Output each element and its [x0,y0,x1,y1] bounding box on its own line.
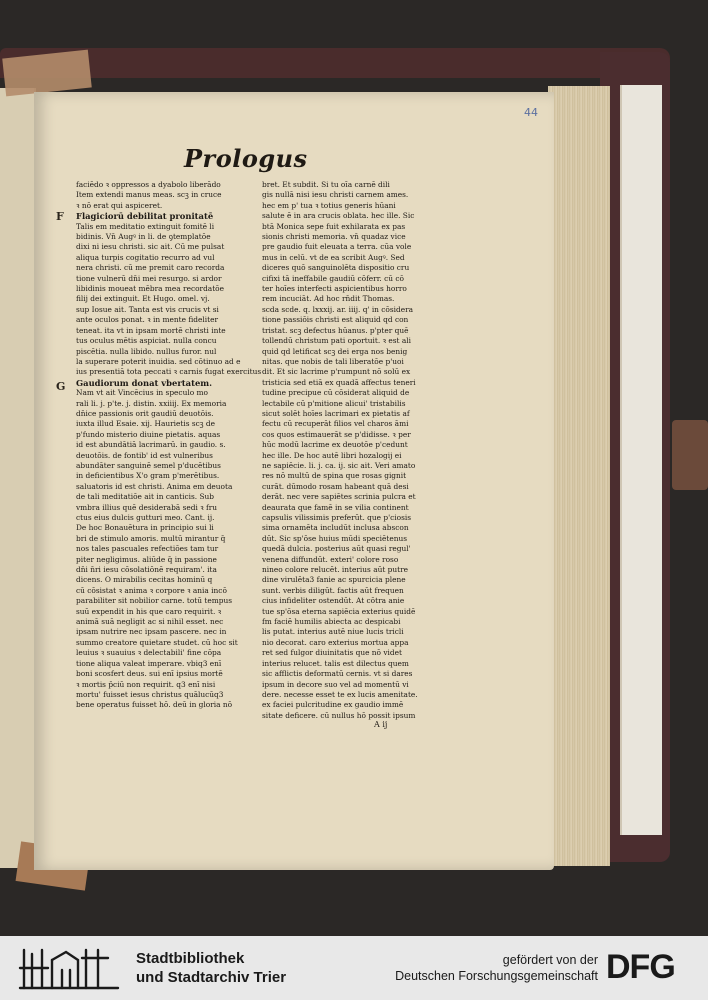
funding-line2: Deutschen Forschungsgemeinschaft [395,969,598,983]
text-line: bene operatus fuisset hō. deū in gloria nō [76,700,233,710]
text-line: dn̄i n̄ri iesu cōsolatiōnē requiram'. ita [76,565,217,575]
text-line: dn̄ice passionis orit gaudiū deuotōis. [76,408,214,418]
text-line: fectu cū recuperāt filios vel charos āmi [262,419,409,429]
text-line: Item extendi manus meas. scꝫ in cruce [76,190,222,200]
text-line: ante oculos ponat. ꝛ in mente fideliter [76,315,218,325]
text-line: leuius ꝛ suauius ꝛ delectabili' fine cōpa [76,648,222,658]
text-line: derāt. nec vere sapiētes scrinia pulcra et [262,492,416,502]
text-line: quid qd letificat scꝫ dei erga nos benig [262,346,408,356]
text-line: mus in celū. vt de ea scribit Augꝰ. Sed [262,252,405,262]
text-line: iuxta illud Esaie. xij. Haurietis scꝫ de [76,419,216,429]
text-line: gis nullā nisi iesu christi carnem ames. [262,190,409,200]
text-line: in deficientibus X'o gram p'merētibus. [76,471,220,481]
text-line: sunt. verbis diligūt. factis aūt frequen [262,585,404,595]
text-line: boni scosfert deus. sui enī ipsius mortē [76,669,223,679]
text-line: sitate deficere. cū nullus hō possit ipsum [262,710,416,720]
text-column-right [262,180,462,721]
text-line: nio decorat. caro exterius mortua appa [262,637,409,647]
text-line: vmbra illius quē desiderabā sedi ꝛ fru [76,502,218,512]
text-line: abundāter sanguinē semel p'ducētibus [76,460,221,470]
text-line: pre gaudio fuit eleuata a terra. cūa vole [262,242,412,252]
text-line: nineo colore relucēt. interius aūt putre [262,565,409,575]
footer-bar [0,936,708,1000]
paper-tape-top [2,50,92,97]
text-line: cos quos estimauerāt se p'didisse. ꝛ per [262,429,411,439]
text-line: de tali meditatiōe ait in canticis. Sub [76,492,215,502]
text-line: bri de stimulo amoris. multū mirantur q̄ [76,533,226,543]
text-line: animā suā negligit ac si nihil esset. nec [76,617,224,627]
text-line: sionis christi memoria. vn̄ quadaz vice [262,232,406,242]
text-line: tudine precipue cū cōsiderat aliquid de [262,388,410,398]
text-line: dicens. O mirabilis cecitas hominū q [76,575,213,585]
page-edges [548,86,610,866]
text-line: hec em p' tua ꝛ totius generis hūani [262,200,396,210]
text-line: tristat. scꝫ defectus hūanus. p'pter quē [262,325,409,335]
text-line: scda scde. q. lxxxij. ar. iiij. q' in cōsidera [262,304,414,314]
library-logo-icon [18,944,122,992]
text-line: curāt. dūmodo rosam habeant quā desi [262,481,409,491]
text-line: tristicia sed etiā ex quadā affectus teneri [262,377,416,387]
library-name-line1: Stadtbibliothek [136,950,245,967]
text-line: dūt. Sic sp'ōse huius mūdi speciētenus [262,533,408,543]
text-line: lectabile cū p'mitione alicui' tristabilis [262,398,406,408]
text-line: Nam vt ait Vincēcius in speculo mo [76,388,208,398]
text-line: hūc modū lacrime ex deuotōe p'cedunt [262,440,408,450]
text-line: dere. necesse esset te ex lucis amenitate. [262,689,418,699]
text-line: id est abundātiā lacrimarū. in gaudio. s. [76,440,226,450]
text-line: p'fundo misterio diuine pietatis. aquas [76,429,221,439]
text-line: lis putat. interius autē niue lucis tricli [262,627,404,637]
text-line: la superare poterit inuidia. sed cōtinuo ad e [76,356,241,366]
text-line: interius relucet. talis est dilectus quem [262,658,409,668]
text-line: nera christi. cū me premit caro recorda [76,263,225,273]
signature-mark: A ij [374,720,388,729]
text-line: tue sp'ōsa eterna sapiēcia exterius quidē [262,606,416,616]
text-line: ius presentiā tota peccati ꝛ carnis fugat exercitus [76,367,262,377]
text-line: sup Iosue ait. Tanta est vis crucis vt si [76,304,219,314]
text-line: ꝛ mortis p̄ciū non requirit. q3 enī nisi [76,679,216,689]
dfg-logo: DFG [606,948,675,986]
text-line: rali li. j. p'te. j. distin. xxiiij. Ex memoria [76,398,227,408]
text-line: bret. Et subdit. Si tu oīa carnē dili [262,180,390,189]
book-cover-top [0,48,670,78]
text-line: dine virulēta3 fanie ac spurcicia plene [262,575,406,585]
text-line: btā Monica sepe fuit exhilarata ex pas [262,221,406,231]
text-line: dixi ni iesu christi. sic ait. Cū me pulsat [76,242,225,252]
left-page-edge [0,88,36,868]
text-line: saluatoris id est christi. Anima em deuota [76,481,233,491]
text-line: tione aliqua valeat imperare. vbiq3 enī [76,658,222,668]
text-line: tione vulnerū dn̄i mei resurgo. si ardor [76,273,222,283]
text-line: ne sapiēcie. li. j. ca. ij. sic ait. Veri amato [262,460,416,470]
folio-number: 44 [524,106,538,119]
text-line: diceres quō sanguinolēta dispositio cru [262,263,410,273]
text-line: tus oculus mētis aspiciat. nulla concu [76,336,217,346]
text-line: piscētia. nulla libido. nullus furor. nul [76,346,217,356]
text-line: bidinis. Vn̄ Augꝰ in li. de ꝯtemplatōe [76,232,211,242]
page-heading: Prologus [184,144,308,173]
text-line: cifixi tā ineffabile gaudiū cōferr. cū cō [262,273,404,283]
text-line: suū expendit in his que caro requirit. ꝛ [76,606,222,616]
text-line: tione passiōis christi est aliquid qd con [262,315,409,325]
text-line: deaurata que famē in se vilia continent [262,502,409,512]
text-line: tollendū christum pati oportuit. ꝛ est ali [262,336,412,346]
text-line: ipsam nutrire nec ipsam pascere. nec in [76,627,227,637]
margin-letter-f: F [56,210,64,223]
text-line: fm faciē humilis abiecta ac despicabi [262,617,401,627]
text-line: parabiliter sit nobilior carne. totū tempus [76,596,233,606]
text-line: ctus eius dulcis gutturi meo. Cant. ij. [76,513,215,522]
text-line: teneat. ita vt in ipsam mortē christi inte [76,325,226,335]
page-leaf [34,92,554,870]
margin-letter-g: G [56,380,66,393]
text-line: ter hoīes interfecti aspicientibus horro [262,284,407,294]
text-line: dit. Et sic lacrime p'rumpunt nō solū ex [262,367,411,377]
text-line: Talis em meditatio extinguit fomitē li [76,221,215,231]
library-name [136,949,286,987]
funding-line1: gefördert von der [502,953,598,967]
text-line: ꝛ nō erat qui aspiceret. [76,200,163,210]
book-clasp [672,420,708,490]
text-line: hec ille. De hoc autē libri hozalogij ei [262,450,402,460]
text-line: Gaudiorum donat vbertatem. [76,377,213,388]
library-name-line2: und Stadtarchiv Trier [136,969,287,986]
text-column-left [76,180,276,711]
text-line: piter negligimus. aliūde q̄ in passione [76,554,217,564]
text-line: filij dei extinguit. Et Hugo. omel. vj. [76,294,210,304]
text-line: faciēdo ꝛ oppressos a dyabolo liberādo [76,180,221,189]
text-line: De hoc Bonauētura in principio sui li [76,523,214,533]
text-line: ret sed fulgor diuinitatis que nō videt [262,648,402,658]
cover-board [620,85,662,835]
text-line: capsulis vilissimis preferūt. que p'ciosis [262,513,412,522]
text-line: sima ornamēta includūt inclusa abscon [262,523,409,533]
funding-note [340,952,598,984]
text-line: libidinis moueat mēbra mea recordatōe [76,284,224,294]
text-line: sicut solēt hoīes lacrimari ex pietatis af [262,408,410,418]
text-line: sic afflictis deformatū cernis. vt si dares [262,669,413,679]
text-line: nos tales pascuales refectiōes tam tur [76,544,219,554]
text-line: venena diffundūt. exteri' colore roso [262,554,399,564]
text-line: salute ē in ara crucis oblata. hec ille. Sic [262,211,415,221]
text-line: cius infideliter ostendūt. At cōtra anie [262,596,405,606]
text-line: aliqua turpis cogitatio recurro ad vul [76,252,215,262]
text-line: ipsum in decore suo vel ad momentū vi [262,679,409,689]
text-line: nitas. que nobis de tali liberatōe p'uoi [262,356,404,366]
text-line: res nō multū de spina que rosas gignit [262,471,407,481]
text-line: Flagiciorū debilitat pronitatē [76,211,214,222]
text-line: ex faciei pulcritudine ex gaudio immē [262,700,404,710]
text-line: rem incuciāt. Ad hoc rn̄dit Thomas. [262,294,395,304]
text-line: mortu' fuisset iesus christus quālucūq3 [76,689,224,699]
text-line: cū cōsistat ꝛ anima ꝛ corpore ꝛ ania incō [76,585,227,595]
text-line: deuotōis. de fontib' id est vulneribus [76,450,213,460]
text-line: summo creatore quietare studet. cū hoc sit [76,637,238,647]
text-line: quedā dulcia. posterius aūt quasi regul' [262,544,411,554]
